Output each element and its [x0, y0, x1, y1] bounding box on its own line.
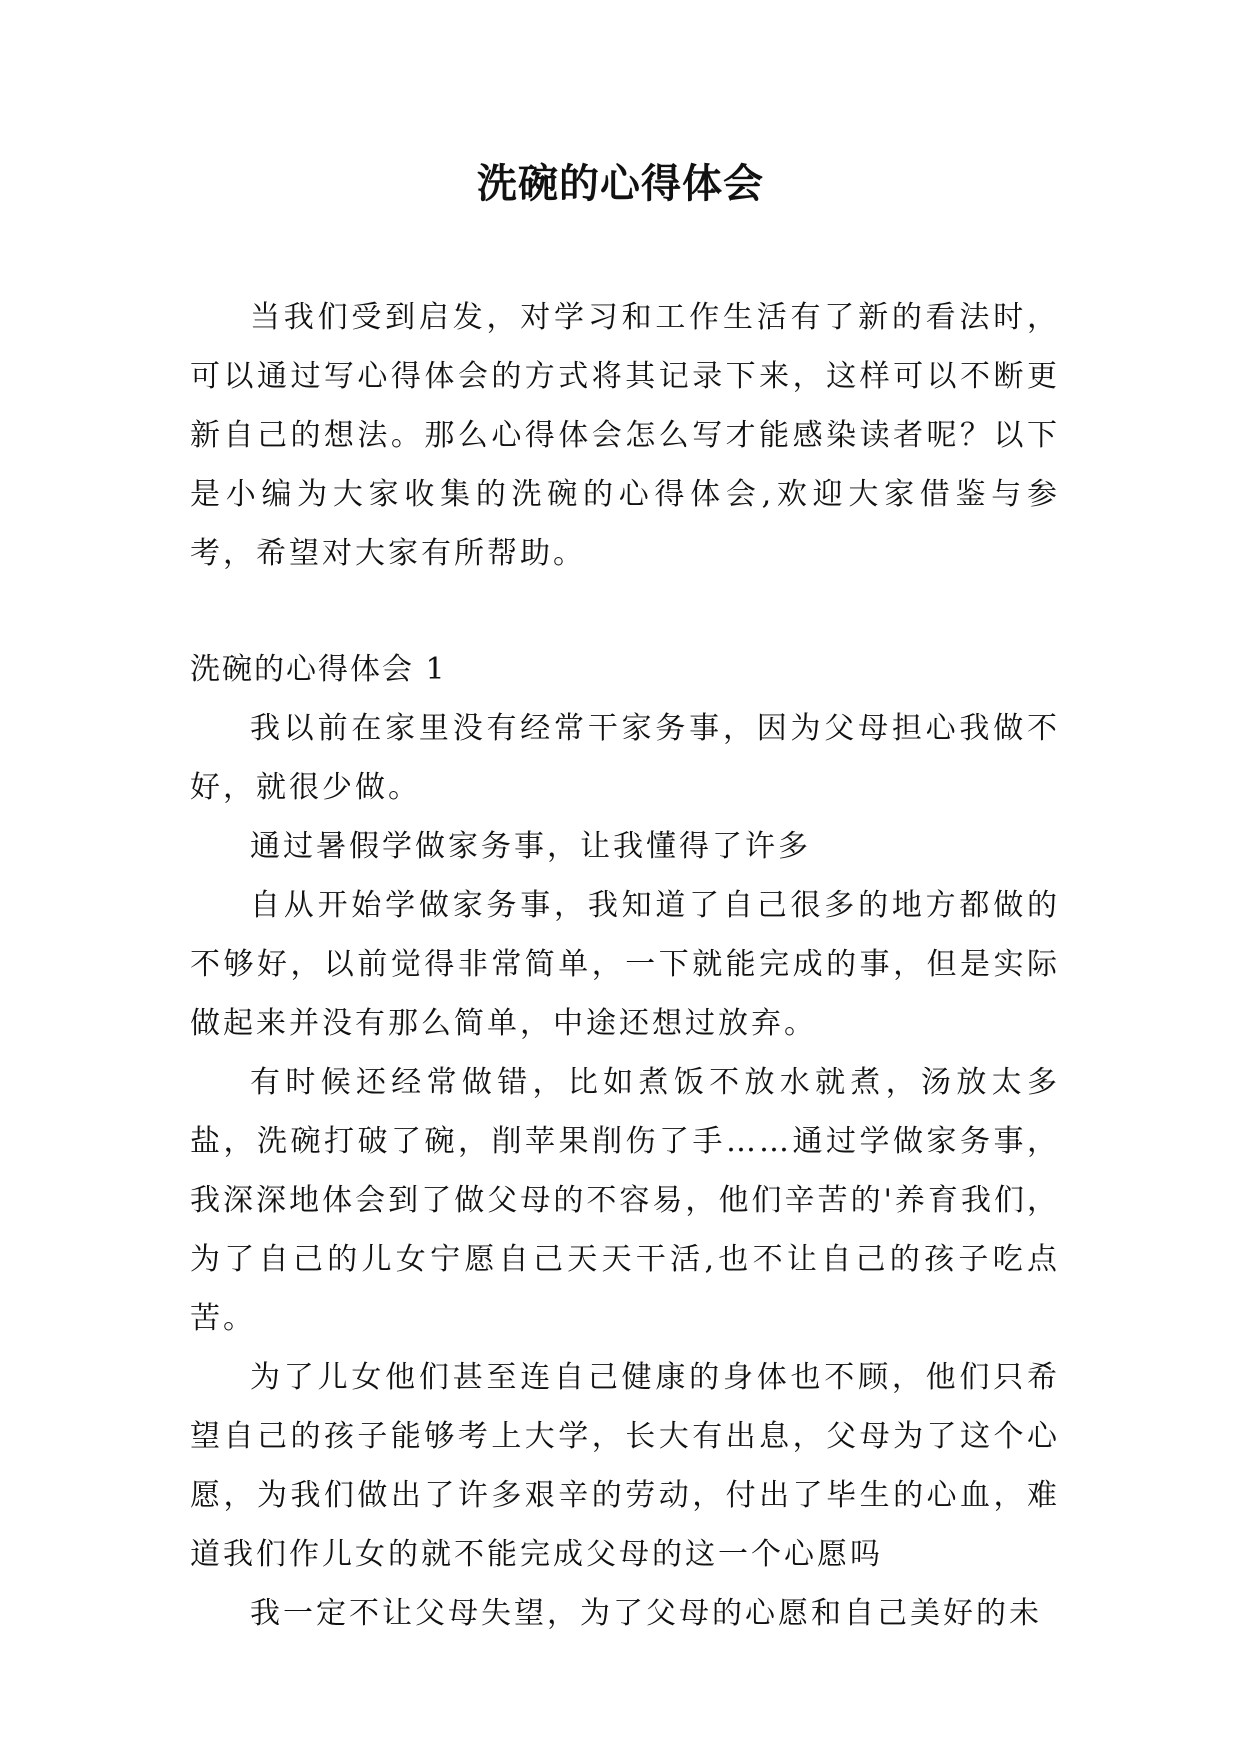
body-paragraph: 我一定不让父母失望，为了父母的心愿和自己美好的未	[250, 1596, 1042, 1631]
section-heading: 洗碗的心得体会 1	[190, 652, 447, 687]
body-paragraph: 为了儿女他们甚至连自己健康的身体也不顾，他们只希望自己的孩子能够考上大学，长大有出息，父母为了这个心愿，为我们做出了许多艰辛的劳动，付出了毕生的心血，难道我们作儿女的就不能完成父母的这一个心愿吗	[190, 1360, 1060, 1572]
body-paragraph: 通过暑假学做家务事，让我懂得了许多	[250, 829, 811, 864]
body-paragraph: 有时候还经常做错，比如煮饭不放水就煮，汤放太多盐，洗碗打破了碗，削苹果削伤了手……通过学做家务事，我深深地体会到了做父母的不容易，他们辛苦的'养育我们，为了自己的儿女宁愿自己天天干活,也不让自己的孩子吃点苦。	[190, 1065, 1060, 1336]
body-paragraph: 自从开始学做家务事，我知道了自己很多的地方都做的不够好，以前觉得非常简单，一下就能完成的事，但是实际做起来并没有那么简单，中途还想过放弃。	[190, 888, 1060, 1041]
document-title: 洗碗的心得体会	[477, 160, 764, 207]
body-paragraph: 我以前在家里没有经常干家务事，因为父母担心我做不好，就很少做。	[190, 711, 1060, 805]
intro-paragraph: 当我们受到启发，对学习和工作生活有了新的看法时，可以通过写心得体会的方式将其记录下来，这样可以不断更新自己的想法。那么心得体会怎么写才能感染读者呢？以下是小编为大家收集的洗碗的心得体会,欢迎大家借鉴与参考，希望对大家有所帮助。	[190, 300, 1060, 571]
document-body	[190, 288, 1060, 1643]
